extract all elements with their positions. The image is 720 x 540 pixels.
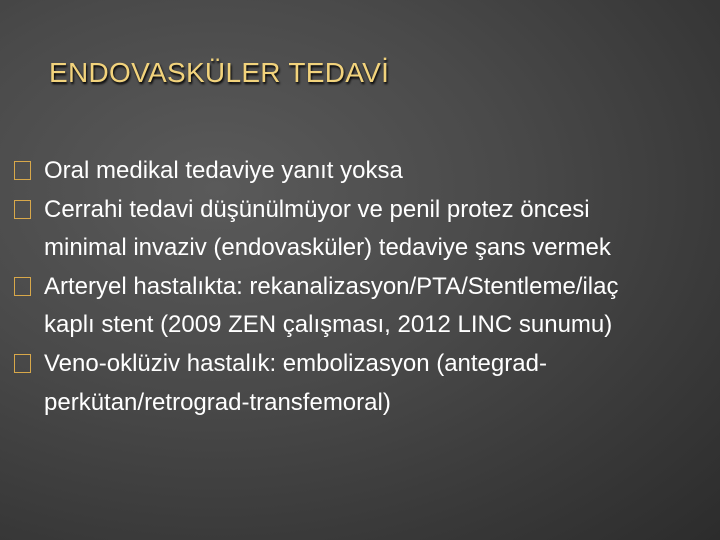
bullet-item xyxy=(14,345,674,422)
bullet-item xyxy=(14,268,674,345)
bullet-marker-icon xyxy=(14,354,31,373)
bullet-marker-icon xyxy=(14,200,31,219)
bullet-text: Arteryel hastalıkta: rekanalizasyon/PTA/Stentleme/ilaç kaplı stent (2009 ZEN çalışması, 2012 LINC sunumu) xyxy=(44,272,619,339)
bullet-item xyxy=(14,152,674,191)
bullet-list xyxy=(14,152,674,422)
slide-title: ENDOVASKÜLER TEDAVİ xyxy=(49,57,390,88)
bullet-text: Oral medikal tedaviye yanıt yoksa xyxy=(44,157,403,184)
bullet-marker-icon xyxy=(14,161,31,180)
bullet-text: Veno-oklüziv hastalık: embolizasyon (antegrad-perkütan/retrograd-transfemoral) xyxy=(44,349,547,416)
bullet-marker-icon xyxy=(14,277,31,296)
bullet-item xyxy=(14,191,674,268)
bullet-text: Cerrahi tedavi düşünülmüyor ve penil protez öncesi minimal invaziv (endovasküler) tedaviye şans vermek xyxy=(44,195,611,262)
